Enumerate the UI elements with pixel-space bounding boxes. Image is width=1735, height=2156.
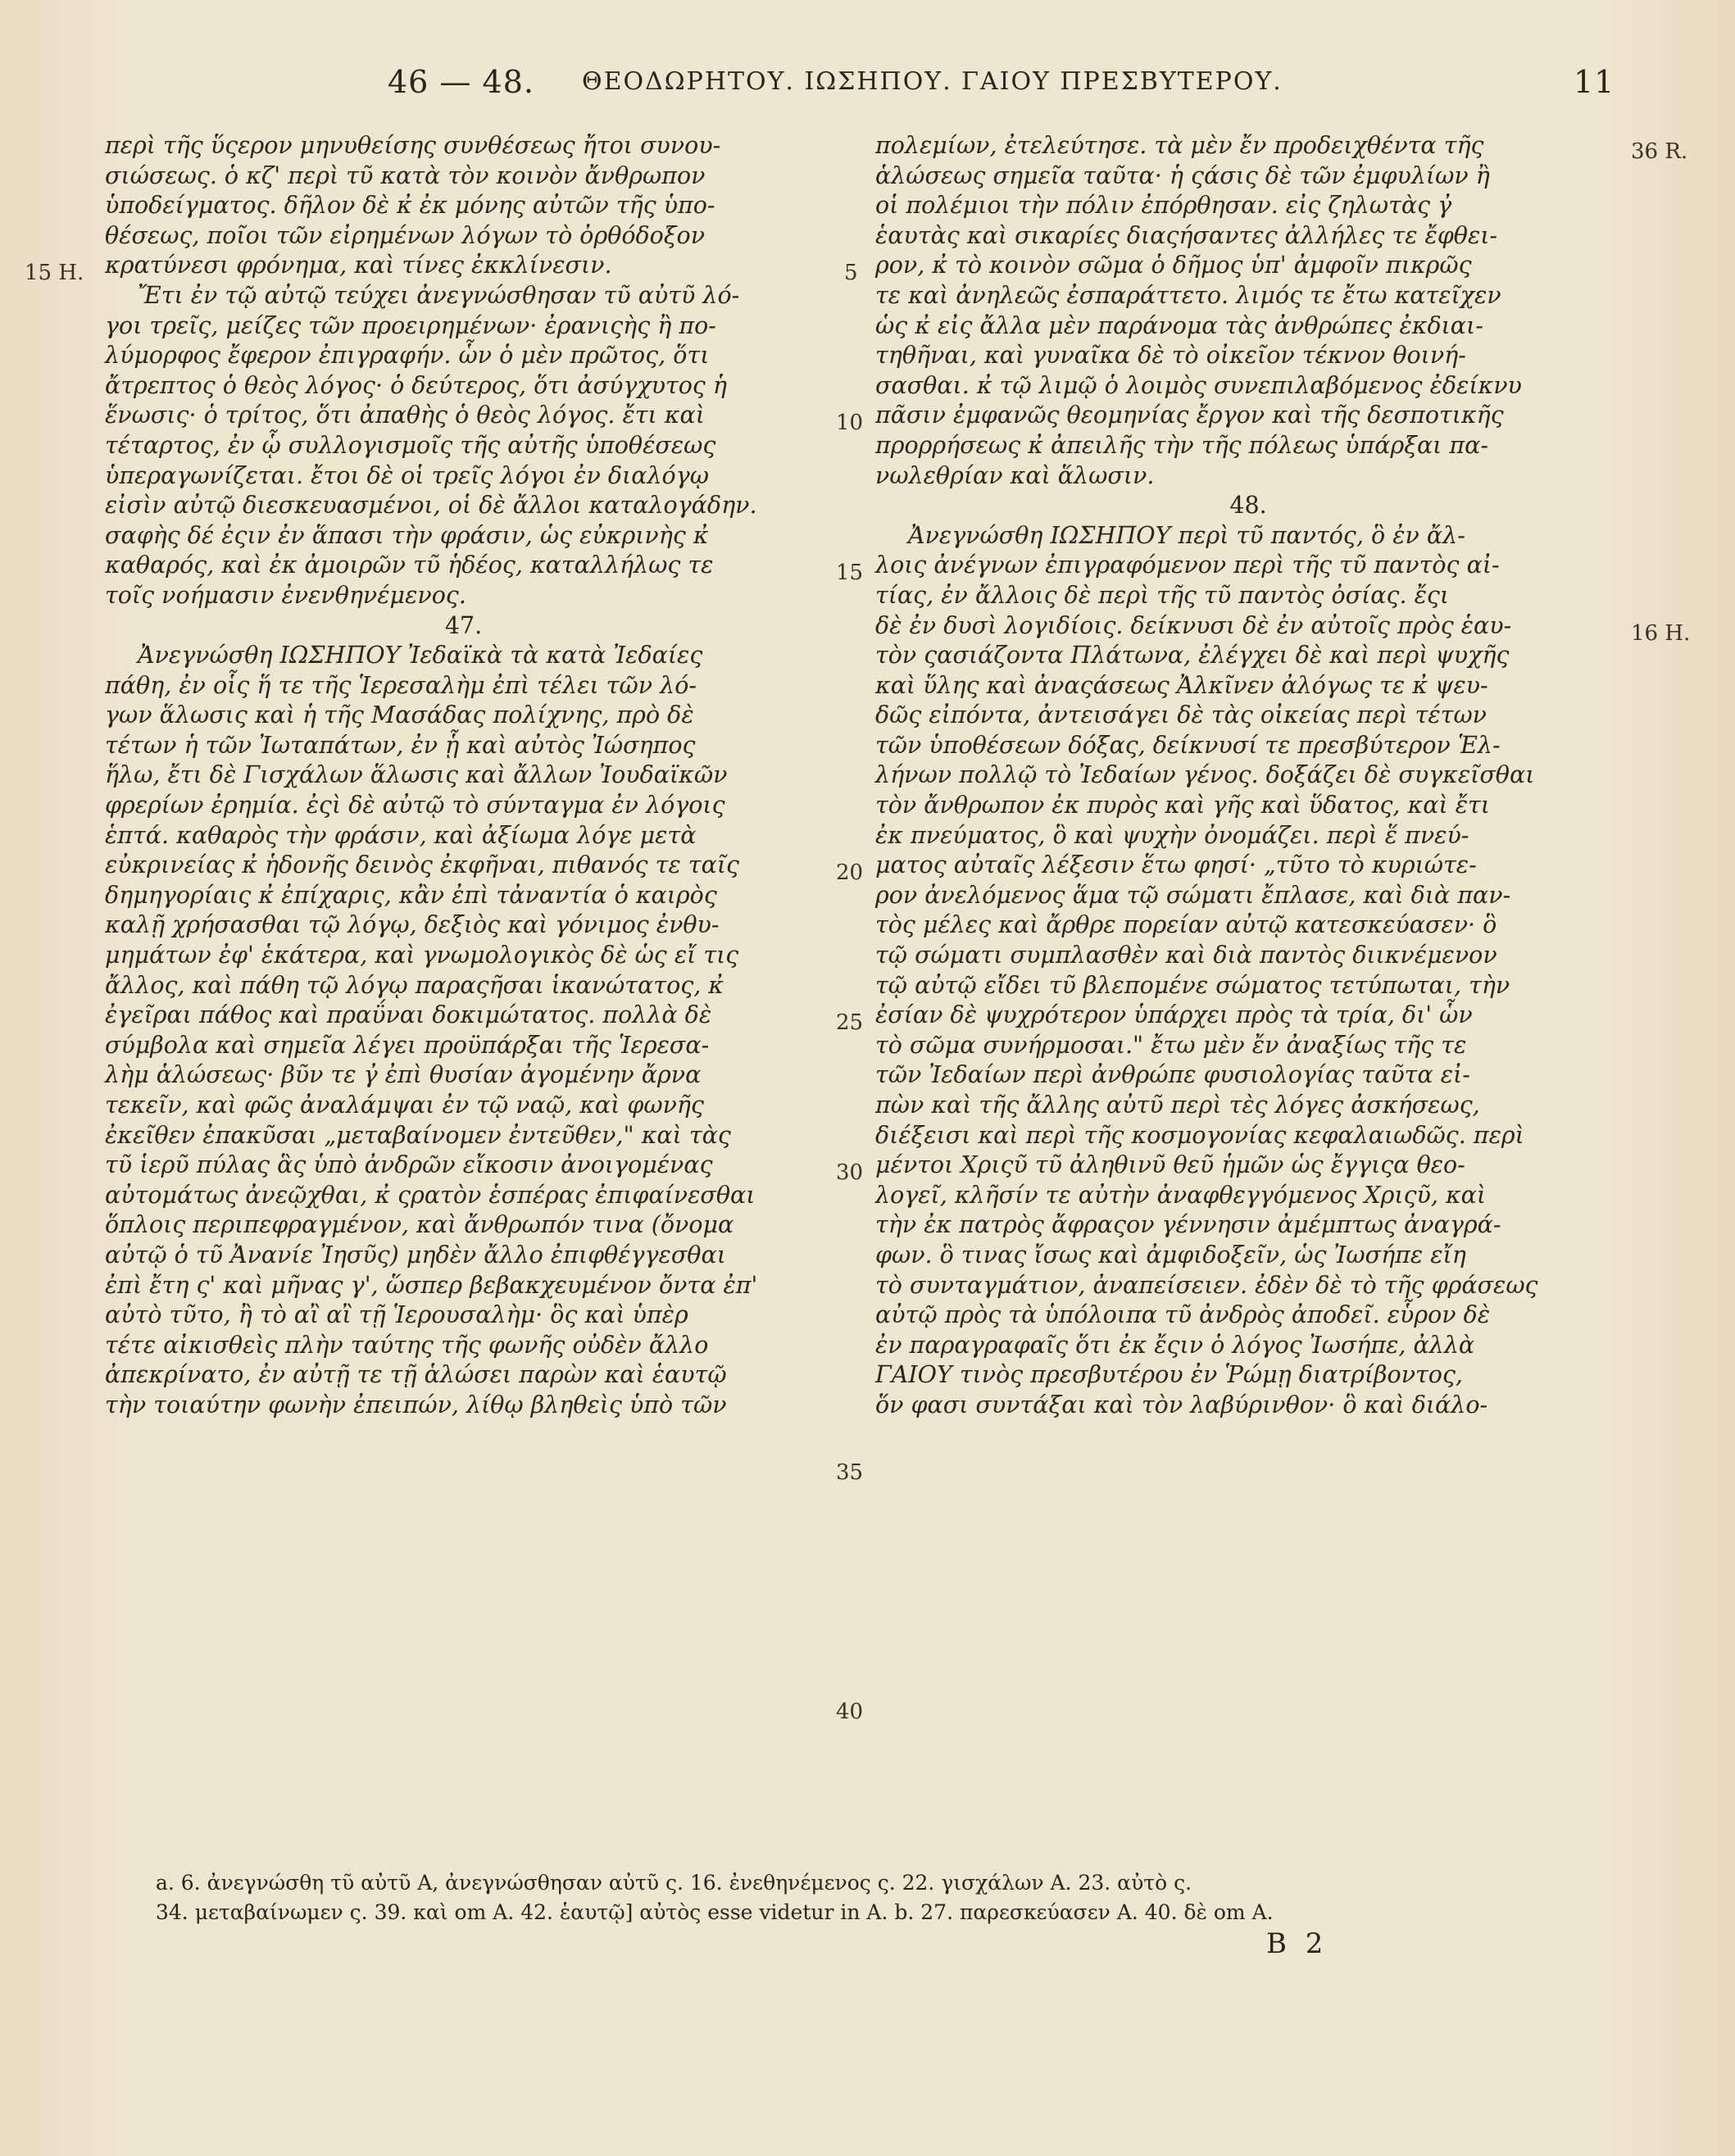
text-line: ἐγεῖραι πάθος καὶ πραΰναι δοκιμώτατος. πολλὰ δὲ bbox=[105, 1001, 712, 1029]
margin-reference-36R: 36 R. bbox=[1631, 139, 1688, 164]
text-line: φων. ὃ τινας ἴσως καὶ ἀμφιδοξεῖν, ὡς Ἰωσήπε εἴη bbox=[875, 1241, 1466, 1269]
text-line: τέταρτος, ἐν ᾧ συλλογισμοῖς τῆς αὐτῆς ὑποθέσεως bbox=[105, 431, 716, 459]
running-title: ΘΕΟΔΩΡΗΤΟΥ. ΙΩΣΗΠΟΥ. ΓΑΙΟΥ ΠΡΕΣΒΥΤΕΡΟΥ. bbox=[582, 67, 1283, 96]
text-line: φρερίων ἐρημία. ἐςὶ δὲ αὐτῷ τὸ σύνταγμα ἐν λόγοις bbox=[105, 792, 725, 819]
text-line: τὸς μέλες καὶ ἄρθρε πορείαν αὐτῷ κατεσκεύασεν· ὃ bbox=[875, 911, 1497, 939]
text-line: ματος αὐταῖς λέξεσιν ἕτω φησί· „τῦτο τὸ κυριώτε- bbox=[875, 851, 1477, 879]
text-line: σασθαι. κ̓ τῷ λιμῷ ὁ λοιμὸς συνεπιλαβόμενος ἐδείκνυ bbox=[875, 371, 1522, 399]
text-line: τῶν ὑποθέσεων δόξας, δείκνυσί τε πρεσβύτερον Ἑλ- bbox=[875, 731, 1501, 759]
text-line: αὐτομάτως ἀνεῷχθαι, κ̓ ςρατὸν ἑσπέρας ἐπιφαίνεσθαι bbox=[105, 1181, 756, 1209]
text-line: διέξεισι καὶ περὶ τῆς κοσμογονίας κεφαλαιωδῶς. περὶ bbox=[875, 1121, 1524, 1149]
text-line: ἐσίαν δὲ ψυχρότερον ὑπάρχει πρὸς τὰ τρία, δι' ὧν bbox=[875, 1001, 1473, 1029]
text-line: τὸν ςασιάζοντα Πλάτωνα, ἐλέγχει δὲ καὶ περὶ ψυχῆς bbox=[875, 642, 1510, 669]
text-line: σαφὴς δέ ἐςιν ἐν ἅπασι τὴν φράσιν, ὡς εὐκρινὴς κ̓ bbox=[105, 521, 709, 549]
running-header bbox=[295, 64, 1656, 105]
text-line: ἐπὶ ἔτη ς' καὶ μῆνας γ', ὥσπερ βεβακχευμένον ὄντα ἐπ' bbox=[105, 1271, 758, 1299]
text-line: Ἔτι ἐν τῷ αὐτῷ τεύχει ἀνεγνώσθησαν τῦ αὐτῦ λό- bbox=[138, 281, 740, 309]
text-line: εὐκρινείας κ̓ ἡδονῆς δεινὸς ἐκφῆναι, πιθανός τε ταῖς bbox=[105, 851, 739, 879]
margin-line-number: 5 bbox=[844, 261, 858, 285]
margin-line-number: 20 bbox=[836, 860, 864, 885]
text-line: πὼν καὶ τῆς ἄλλης αὐτῦ περὶ τὲς λόγες ἀσκήσεως, bbox=[875, 1092, 1480, 1119]
text-line: Ἀνεγνώσθη ΙΩΣΗΠΟΥ περὶ τῦ παντός, ὃ ἐν ἄλ- bbox=[908, 521, 1465, 549]
text-line: εἰσὶν αὐτῷ διεσκευασμένοι, οἱ δὲ ἄλλοι καταλογάδην. bbox=[105, 492, 757, 520]
text-line: λοις ἀνέγνων ἐπιγραφόμενον περὶ τῆς τῦ παντὸς αἰ- bbox=[875, 551, 1500, 579]
text-line: τῷ σώματι συμπλασθὲν καὶ διὰ παντὸς διικνέμενον bbox=[875, 942, 1497, 969]
text-line: τέτε αἰκισθεὶς πλὴν ταύτης τῆς φωνῆς οὐδὲν ἄλλο bbox=[105, 1331, 709, 1359]
margin-line-number: 40 bbox=[836, 1700, 864, 1724]
text-line: καθαρός, καὶ ἐκ ἀμοιρῶν τῦ ἡδέος, καταλλήλως τε bbox=[105, 551, 714, 579]
text-line: τῶν Ἰεδαίων περὶ ἀνθρώπε φυσιολογίας ταῦτα εἰ- bbox=[875, 1061, 1470, 1089]
text-line: ἑπτά. καθαρὸς τὴν φράσιν, καὶ ἀξίωμα λόγε μετὰ bbox=[105, 821, 697, 849]
text-line: ἥλω, ἔτι δὲ Γισχάλων ἅλωσις καὶ ἄλλων Ἰουδαϊκῶν bbox=[105, 761, 728, 789]
text-line: αὐτῷ πρὸς τὰ ὑπόλοιπα τῦ ἀνδρὸς ἀποδεῖ. εὗρον δὲ bbox=[875, 1301, 1491, 1329]
text-line: τὸ συνταγμάτιον, ἀναπείσειεν. ἐδὲν δὲ τὸ τῆς φράσεως bbox=[875, 1271, 1538, 1299]
margin-line-number: 15 bbox=[836, 561, 864, 585]
text-line: λύμορφος ἔφερον ἐπιγραφήν. ὧν ὁ μὲν πρῶτος, ὅτι bbox=[105, 342, 710, 370]
text-line: τῦ ἱερῦ πύλας ἃς ὑπὸ ἀνδρῶν εἴκοσιν ἀνοιγομένας bbox=[105, 1151, 713, 1179]
text-line: νωλεθρίαν καὶ ἅλωσιν. bbox=[875, 461, 1155, 489]
text-line: τὴν ἐκ πατρὸς ἄφραςον γέννησιν ἀμέμπτως ἀναγρά- bbox=[875, 1211, 1501, 1239]
text-line: δὲ ἐν δυσὶ λογιδίοις. δείκνυσι δὲ ἐν αὐτοῖς πρὸς ἑαυ- bbox=[875, 611, 1512, 639]
text-line: τὸν ἄνθρωπον ἐκ πυρὸς καὶ γῆς καὶ ὕδατος, καὶ ἔτι bbox=[875, 792, 1490, 819]
text-line: δῶς εἰπόντα, ἀντεισάγει δὲ τὰς οἰκείας περὶ τέτων bbox=[875, 701, 1487, 729]
text-line: ἐν παραγραφαῖς ὅτι ἐκ ἔςιν ὁ λόγος Ἰωσήπε, ἀλλὰ bbox=[875, 1331, 1475, 1359]
margin-reference-16H: 16 H. bbox=[1631, 621, 1691, 646]
text-line: σύμβολα καὶ σημεῖα λέγει προϋπάρξαι τῆς Ἱερεσα- bbox=[105, 1031, 710, 1059]
text-line: τῷ αὐτῷ εἴδει τῦ βλεπομένε σώματος τετύπωται, τὴν bbox=[875, 971, 1510, 999]
folio-number: 11 bbox=[1574, 64, 1615, 100]
text-line: ἐκεῖθεν ἐπακῦσαι „μεταβαίνομεν ἐντεῦθεν," καὶ τὰς bbox=[105, 1121, 731, 1149]
text-line: ρον ἀνελόμενος ἅμα τῷ σώματι ἔπλασε, καὶ διὰ παν- bbox=[875, 881, 1511, 909]
footnote-line: 34. μεταβαίνωμεν ς. 39. καὶ om A. 42. ἑαυτῷ] αὐτὸς esse videtur in A. b. 27. παρεσκεύασεν A. 40. δὲ om A. bbox=[156, 1900, 1274, 1924]
text-line: πᾶσιν ἐμφανῶς θεομηνίας ἔργον καὶ τῆς δεσποτικῆς bbox=[875, 402, 1504, 429]
section-number-48: 48. bbox=[1229, 492, 1267, 520]
text-line: ἄλλος, καὶ πάθη τῷ λόγῳ παραςῆσαι ἱκανώτατος, κ̓ bbox=[105, 971, 724, 999]
margin-reference-15H: 15 H. bbox=[25, 261, 84, 285]
text-line: τὸ σῶμα συνήρμοσαι." ἔτω μὲν ἔν ἀναξίως τῆς τε bbox=[875, 1031, 1467, 1059]
text-line: περὶ τῆς ὕςερον μηνυθείσης συνθέσεως ἤτοι συνου- bbox=[105, 132, 721, 159]
critical-apparatus bbox=[156, 1868, 1631, 1927]
text-line: τὴν τοιαύτην φωνὴν ἐπειπών, λίθῳ βληθεὶς ὑπὸ τῶν bbox=[105, 1391, 727, 1418]
text-line: κρατύνεσι φρόνημα, καὶ τίνες ἐκκλίνεσιν. bbox=[105, 252, 612, 279]
text-line: ὡς κ̓ εἰς ἄλλα μὲν παράνομα τὰς ἀνθρώπες ἐκδιαι- bbox=[875, 311, 1483, 339]
section-number-47: 47. bbox=[444, 611, 483, 639]
text-line: οἱ πολέμιοι τὴν πόλιν ἐπόρθησαν. εἰς ζηλωτὰς γ̓ bbox=[875, 192, 1452, 220]
text-line: λήνων πολλῷ τὸ Ἰεδαίων γένος. δοξάζει δὲ συγκεῖσθαι bbox=[875, 761, 1535, 789]
text-line: πολεμίων, ἐτελεύτησε. τὰ μὲν ἔν προδειχθέντα τῆς bbox=[875, 132, 1484, 159]
text-line: θέσεως, ποῖοι τῶν εἰρημένων λόγων τὸ ὀρθόδοξον bbox=[105, 221, 706, 249]
text-line: αὐτὸ τῦτο, ἢ τὸ αἲ αἲ τῇ Ἱερουσαλὴμ· ὃς καὶ ὑπὲρ bbox=[105, 1301, 688, 1329]
text-line: ΓΑΙΟΥ τινὸς πρεσβυτέρου ἐν Ῥώμῃ διατρίβοντος, bbox=[875, 1361, 1463, 1389]
text-line: ὑπεραγωνίζεται. ἔτοι δὲ οἱ τρεῖς λόγοι ἐν διαλόγῳ bbox=[105, 461, 709, 489]
right-column bbox=[875, 131, 1621, 1421]
text-line: λὴμ ἁλώσεως· βῦν τε γ̓ ἐπὶ θυσίαν ἀγομένην ἄρνα bbox=[105, 1061, 702, 1089]
text-line: προρρήσεως κ̓ ἀπειλῆς τὴν τῆς πόλεως ὑπάρξαι πα- bbox=[875, 431, 1489, 459]
text-line: καλῇ χρήσασθαι τῷ λόγῳ, δεξιὸς καὶ γόνιμος ἐνθυ- bbox=[105, 911, 720, 939]
text-line: ἕνωσις· ὁ τρίτος, ὅτι ἀπαθὴς ὁ θεὸς λόγος. ἔτι καὶ bbox=[105, 402, 705, 429]
margin-line-number: 10 bbox=[836, 411, 864, 435]
text-line: τεκεῖν, καὶ φῶς ἀναλάμψαι ἐν τῷ ναῷ, καὶ φωνῆς bbox=[105, 1092, 704, 1119]
text-line: γων ἅλωσις καὶ ἡ τῆς Μασάδας πολίχνης, πρὸ δὲ bbox=[105, 701, 694, 729]
text-line: ἁλώσεως σημεῖα ταῦτα· ἡ ςάσις δὲ τῶν ἐμφυλίων ἢ bbox=[875, 161, 1490, 189]
text-line: καὶ ὕλης καὶ ἀναςάσεως Ἀλκῖνεν ἀλόγως τε κ̓ ψευ- bbox=[875, 671, 1488, 699]
text-line: ρον, κ̓ τὸ κοινὸν σῶμα ὁ δῆμος ὑπ' ἀμφοῖν πικρῶς bbox=[875, 252, 1472, 279]
signature-mark: B 2 bbox=[1266, 1927, 1329, 1960]
text-line: τέτων ἡ τῶν Ἰωταπάτων, ἐν ᾗ καὶ αὐτὸς Ἰώσηπος bbox=[105, 731, 696, 759]
margin-line-number: 30 bbox=[836, 1160, 864, 1185]
text-line: τίας, ἐν ἄλλοις δὲ περὶ τῆς τῦ παντὸς ὀσίας. ἔςι bbox=[875, 581, 1450, 609]
text-line: αὐτῷ ὁ τῦ Ἀνανίε Ἰησῦς) μηδὲν ἄλλο ἐπιφθέγγεσθαι bbox=[105, 1241, 726, 1269]
text-line: μέντοι Χριςῦ τῦ ἀληθινῦ θεῦ ἡμῶν ὡς ἔγγιςα θεο- bbox=[875, 1151, 1465, 1179]
text-line: δημηγορίαις κ̓ ἐπίχαρις, κἂν ἐπὶ τἀναντία ὁ καιρὸς bbox=[105, 881, 717, 909]
text-line: σιώσεως. ὁ κζ' περὶ τῦ κατὰ τὸν κοινὸν ἄνθρωπον bbox=[105, 161, 706, 189]
text-line: ἑαυτὰς καὶ σικαρίες διαςήσαντες ἀλλήλες τε ἔφθει- bbox=[875, 221, 1498, 249]
text-line: ἀπεκρίνατο, ἐν αὐτῇ τε τῇ ἁλώσει παρὼν καὶ ἑαυτῷ bbox=[105, 1361, 727, 1389]
text-line: Ἀνεγνώσθη ΙΩΣΗΠΟΥ Ἰεδαϊκὰ τὰ κατὰ Ἰεδαίες bbox=[138, 642, 703, 669]
text-line: ὅν φασι συντάξαι καὶ τὸν λαβύρινθον· ὃ καὶ διάλο- bbox=[875, 1391, 1488, 1418]
margin-line-number: 35 bbox=[836, 1460, 864, 1485]
page-range: 46 — 48. bbox=[388, 64, 534, 100]
margin-line-number: 25 bbox=[836, 1010, 864, 1035]
text-line: ἐκ πνεύματος, ὃ καὶ ψυχὴν ὀνομάζει. περὶ ἕ πνεύ- bbox=[875, 821, 1469, 849]
text-line: πάθη, ἐν οἷς ἥ τε τῆς Ἱερεσαλὴμ ἐπὶ τέλει τῶν λό- bbox=[105, 671, 697, 699]
text-line: λογεῖ, κλῆσίν τε αὐτὴν ἀναφθεγγόμενος Χριςῦ, καὶ bbox=[875, 1181, 1487, 1209]
text-line: ὑποδείγματος. δῆλον δὲ κ̓ ἐκ μόνης αὐτῶν τῆς ὑπο- bbox=[105, 192, 715, 220]
text-line: τηθῆναι, καὶ γυναῖκα δὲ τὸ οἰκεῖον τέκνον θοινή- bbox=[875, 342, 1466, 370]
text-line: γοι τρεῖς, μείζες τῶν προειρημένων· ἐρανιςὴς ἢ πο- bbox=[105, 311, 716, 339]
text-line: ὅπλοις περιπεφραγμένον, καὶ ἄνθρωπόν τινα (ὄνομα bbox=[105, 1211, 734, 1239]
footnote-line: a. 6. ἀνεγνώσθη τῦ αὐτῦ A, ἀνεγνώσθησαν αὐτῦ ς. 16. ἐνεθηνέμενος ς. 22. γισχάλων A. 23. αὐτὸ ς. bbox=[156, 1871, 1192, 1895]
text-line: τε καὶ ἀνηλεῶς ἐσπαράττετο. λιμός τε ἔτω κατεῖχεν bbox=[875, 281, 1501, 309]
left-column bbox=[105, 131, 822, 1421]
text-line: μημάτων ἐφ' ἑκάτερα, καὶ γνωμολογικὸς δὲ ὡς εἴ τις bbox=[105, 942, 739, 969]
text-line: τοῖς νοήμασιν ἐνενθηνέμενος. bbox=[105, 581, 466, 609]
text-line: ἄτρεπτος ὁ θεὸς λόγος· ὁ δεύτερος, ὅτι ἀσύγχυτος ἡ bbox=[105, 371, 727, 399]
